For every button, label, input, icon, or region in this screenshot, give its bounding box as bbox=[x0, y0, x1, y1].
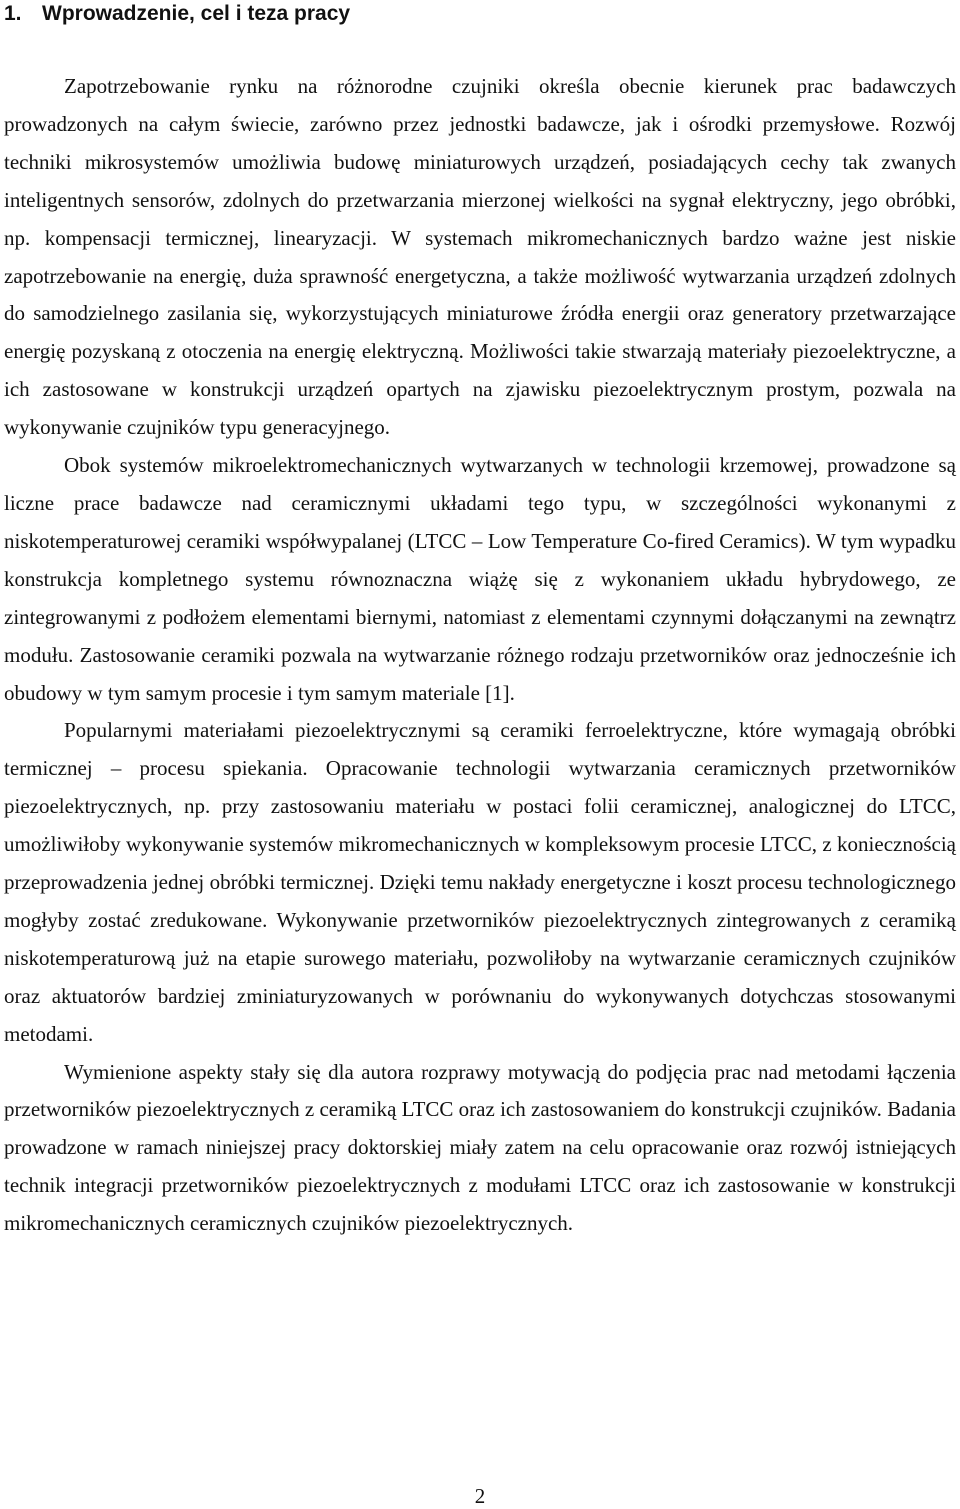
chapter-heading bbox=[4, 0, 350, 28]
paragraph-3: Popularnymi materiałami piezoelektrycznymi są ceramiki ferroelektryczne, które wymagają obróbki termicznej – procesu spiekania. Opracowanie technologii wytwarzania ceramicznych przetworników piezoelektrycznych, np. przy zastosowaniu materiału w postaci folii ceramicznej, analogicznej do LTCC, umożliwiłoby wykonywanie systemów mikromechanicznych w kompleksowym procesie LTCC, z koniecznością przeprowadzenia jednej obróbki termicznej. Dzięki temu nakłady energetyczne i koszt procesu technologicznego mogłyby zostać zredukowane. Wykonywanie przetworników piezoelektrycznych zintegrowanych z ceramiką niskotemperaturową już na etapie surowego materiału, pozwoliłoby na wytwarzanie ceramicznych czujników oraz aktuatorów bardziej zminiaturyzowanych w porównaniu do wykonywanych dotychczas stosowanymi metodami. bbox=[4, 718, 956, 1046]
body-text bbox=[4, 68, 956, 1243]
paragraph-4: Wymienione aspekty stały się dla autora rozprawy motywacją do podjęcia prac nad metodami łączenia przetworników piezoelektrycznych z ceramiką LTCC oraz ich zastosowaniem do konstrukcji czujników. Badania prowadzone w ramach niniejszej pracy doktorskiej miały zatem na celu opracowanie oraz rozwój istniejących technik integracji przetworników piezoelektrycznych z modułami LTCC oraz ich zastosowanie w konstrukcji mikromechanicznych ceramicznych czujników piezoelektrycznych. bbox=[4, 1059, 956, 1236]
page-number: 2 bbox=[474, 1484, 486, 1508]
chapter-number: 1. bbox=[4, 2, 22, 25]
paragraph-2: Obok systemów mikroelektromechanicznych wytwarzanych w technologii krzemowej, prowadzone są liczne prace badawcze nad ceramicznymi układami tego typu, w szczególności wykonanymi z niskotemperaturowej ceramiki współwypalanej (LTCC – Low Temperature Co-fired Ceramics). W tym wypadku konstrukcja kompletnego systemu równoznaczna wiążę się z wykonaniem układu hybrydowego, ze zintegrowanymi z podłożem elementami biernymi, natomiast z elementami czynnymi dołączanymi na zewnątrz modułu. Zastosowanie ceramiki pozwala na wytwarzanie różnego rodzaju przetworników oraz jednocześnie ich obudowy w tym samym procesie i tym samym materiale [1]. bbox=[4, 453, 956, 705]
chapter-title: Wprowadzenie, cel i teza pracy bbox=[42, 2, 351, 25]
paragraph-1: Zapotrzebowanie rynku na różnorodne czujniki określa obecnie kierunek prac badawczych prowadzonych na całym świecie, zarówno przez jednostki badawcze, jak i ośrodki przemysłowe. Rozwój techniki mikrosystemów umożliwia budowę miniaturowych urządzeń, posiadających cechy tak zwanych inteligentnych sensorów, zdolnych do przetwarzania mierzonej wielkości na sygnał elektryczny, jego obróbki, np. kompensacji termicznej, linearyzacji. W systemach mikromechanicznych bardzo ważne jest niskie zapotrzebowanie na energię, duża sprawność energetyczna, a także możliwość wytwarzania urządzeń zdolnych do samodzielnego zasilania się, wykorzystujących miniaturowe źródła energii oraz generatory przetwarzające energię pozyskaną z otoczenia na energię elektryczną. Możliwości takie stwarzają materiały piezoelektryczne, a ich zastosowane w konstrukcji urządzeń opartych na zjawisku piezoelektrycznym prostym, pozwala na wykonywanie czujników typu generacyjnego. bbox=[4, 74, 956, 440]
